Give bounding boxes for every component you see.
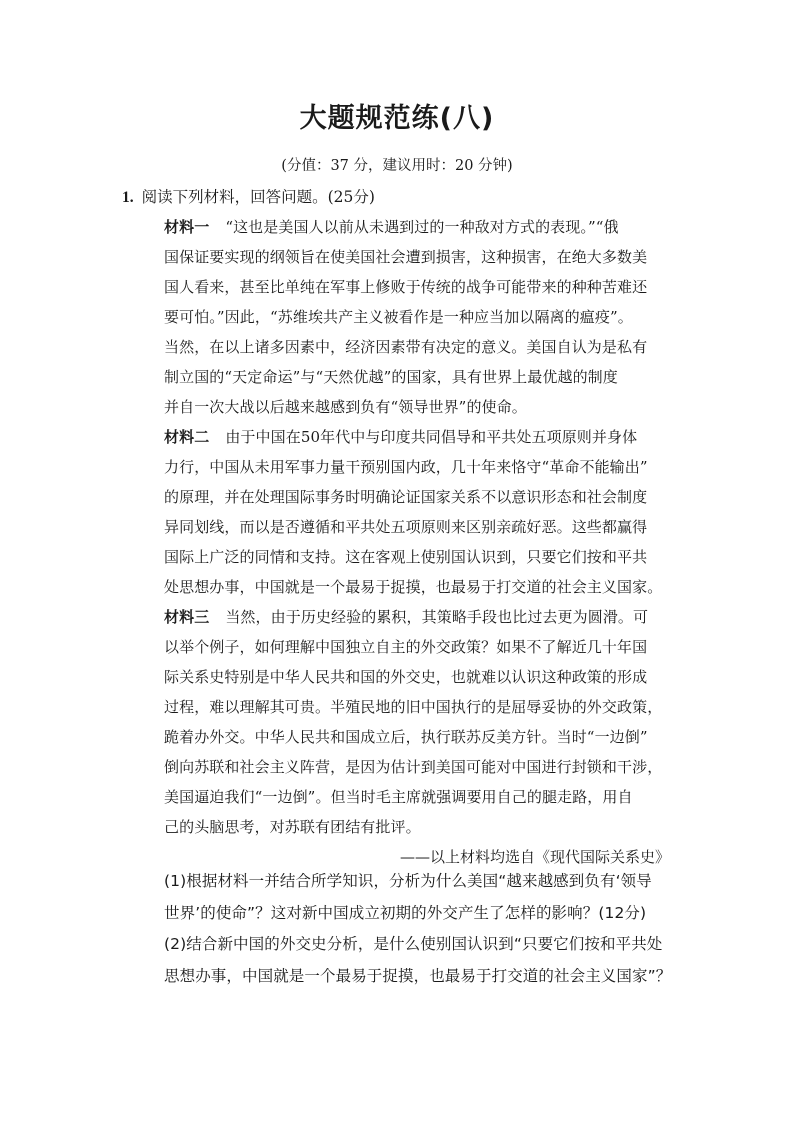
material-2-text: 由于中国在50年代中与印度共同倡导和平共处五项原则并身体 [225,428,638,446]
sub-question-1-line: (1)根据材料一并结合所学知识，分析为什么美国“越来越感到负有‘领导 [164,872,652,890]
material-1-line: 要可怕。”因此，“苏维埃共产主义被看作是一种应当加以隔离的瘟疫”。 [164,308,633,326]
materials-block [164,212,674,872]
material-3-line: 过程，难以理解其可贵。半殖民地的旧中国执行的是屈辱妥协的外交政策， [164,698,663,716]
material-source: ——以上材料均选自《现代国际关系史》 [399,848,670,866]
material-2-line: 异同划线，而以是否遵循和平共处五项原则来区别亲疏好恶。这些都赢得 [164,518,648,536]
material-1-label: 材料一 [164,218,210,236]
page-title: 大题规范练(八) [299,103,495,134]
sub-question-2-line: (2)结合新中国的外交史分析，是什么使别国认识到“只要它们按和平共处 [164,935,663,953]
material-1-line: 并自一次大战以后越来越感到负有“领导世界”的使命。 [164,398,527,416]
material-2-line: 的原理，并在处理国际事务时明确论证国家关系不以意识形态和社会制度 [164,488,648,506]
material-1-line: 国保证要实现的纲领旨在使美国社会遭到损害，这种损害，在绝大多数美 [164,248,648,266]
material-3-line: 跪着办外交。中华人民共和国成立后，执行联苏反美方针。当时“一边倒” [164,728,648,746]
material-1-text: “这也是美国人以前从未遇到过的一种敌对方式的表现。”“俄 [225,218,619,236]
material-3-label: 材料三 [164,608,210,626]
score-and-time-note: (分值：37 分，建议用时：20 分钟) [281,158,513,174]
material-2-line: 国际上广泛的同情和支持。这在客观上使别国认识到，只要它们按和平共 [164,548,648,566]
material-3-line-1 [164,602,674,632]
question-prompt: 阅读下列材料，回答问题。(25分) [141,188,375,206]
material-1-line-1 [164,212,674,242]
sub-questions [164,866,674,992]
sub-question-1-line: 世界’的使命”？这对新中国成立初期的外交产生了怎样的影响？(12分) [164,903,647,922]
material-1-line: 国人看来，甚至比单纯在军事上修败于传统的战争可能带来的种种苦难还 [164,278,648,296]
material-3-line: 以举个例子，如何理解中国独立自主的外交政策？如果不了解近几十年国 [164,638,648,656]
material-3-text: 当然，由于历史经验的累积，其策略手段也比过去更为圆滑。可 [225,608,649,626]
material-1-line: 制立国的“天定命运”与“天然优越”的国家，具有世界上最优越的制度 [164,368,618,386]
material-2-line-1 [164,422,674,452]
material-1-line: 当然，在以上诸多因素中，经济因素带有决定的意义。美国自认为是私有 [164,338,648,356]
material-3-line: 际关系史特别是中华人民共和国的外交史，也就难以认识这种政策的形成 [164,668,648,686]
material-3-line: 己的头脑思考，对苏联有团结有批评。 [164,818,421,836]
question-1-header [122,185,375,207]
sub-question-2-line: 思想办事，中国就是一个最易于捉摸，也最易于打交道的社会主义国家”？ [164,966,672,985]
material-3-line: 美国逼迫我们“一边倒”。但当时毛主席就强调要用自己的腿走路，用自 [164,788,633,806]
material-3-line: 倒向苏联和社会主义阵营，是因为估计到美国可能对中国进行封锁和干涉， [164,758,663,776]
question-number: 1. [122,189,134,206]
material-2-line: 处思想办事，中国就是一个最易于捉摸，也最易于打交道的社会主义国家。 [164,578,663,596]
material-2-label: 材料二 [164,428,210,446]
material-2-line: 力行，中国从未用军事力量干预别国内政，几十年来恪守“革命不能输出” [164,458,648,476]
